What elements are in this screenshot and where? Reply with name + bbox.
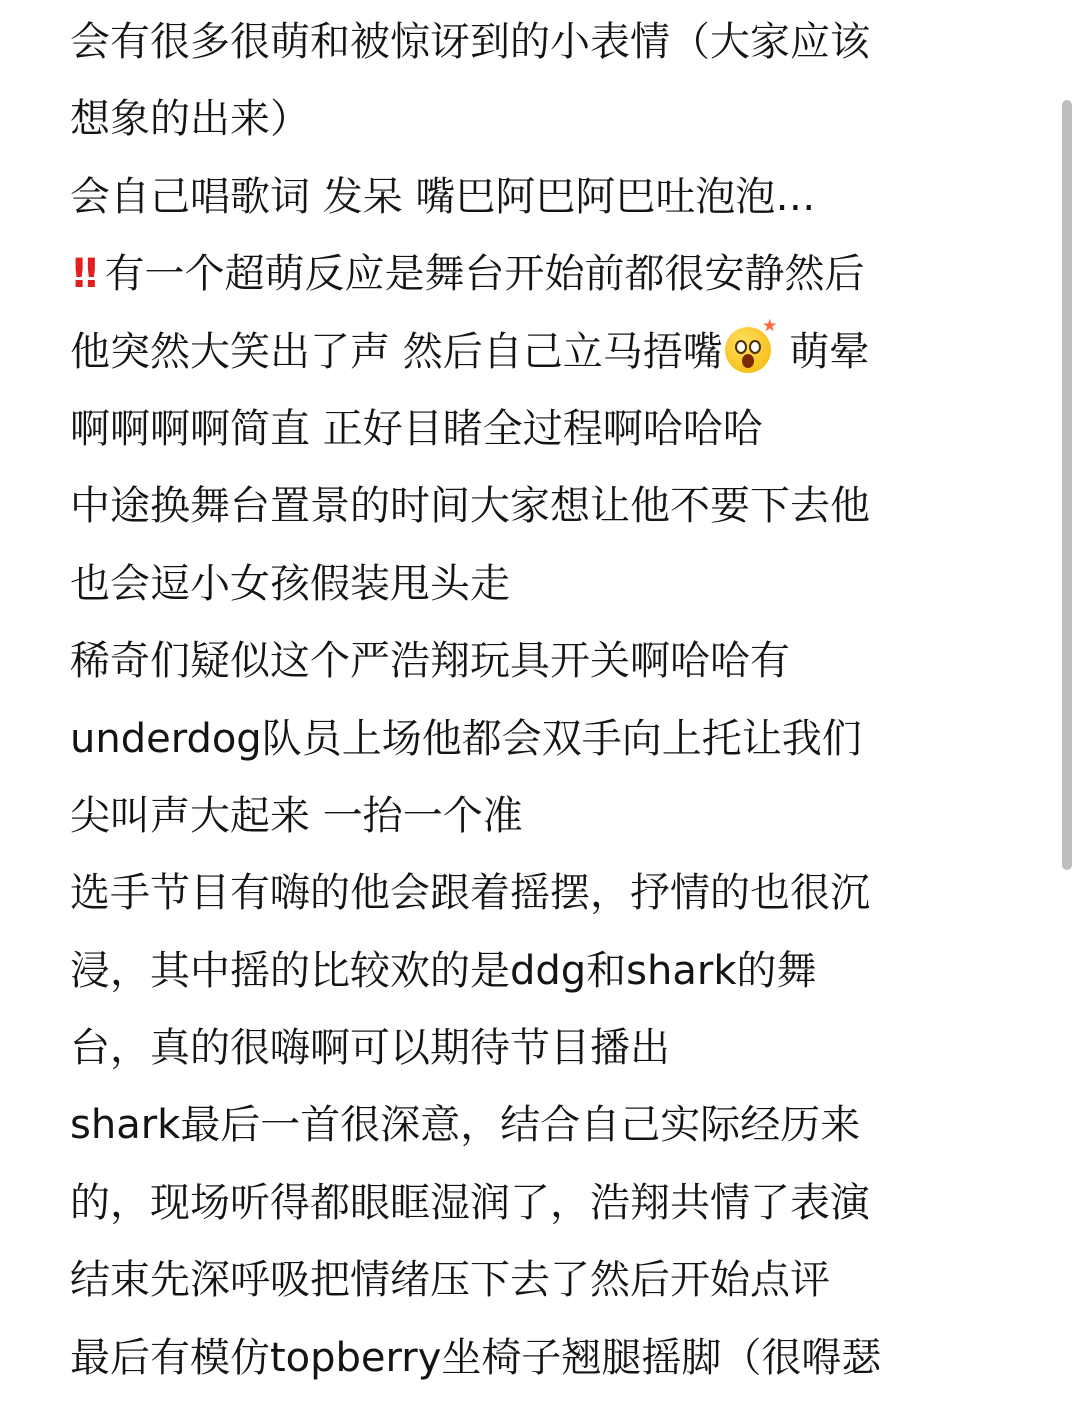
text-line-13: 浸，其中摇的比较欢的是ddg和shark的舞 [70, 947, 817, 994]
text-line-5 [70, 314, 1030, 391]
double-exclamation-icon: !! [70, 251, 95, 298]
text-line-11: 尖叫声大起来 一抬一个准 [70, 792, 523, 839]
text-line-14: 台，真的很嗨啊可以期待节目播出 [70, 1025, 670, 1072]
text-line-16: 的，现场听得都眼眶湿润了，浩翔共情了表演 [70, 1179, 870, 1226]
text-line-9: 稀奇们疑似这个严浩翔玩具开关啊哈哈有 [70, 638, 790, 685]
text-line-1: 会有很多很萌和被惊讶到的小表情（大家应该 [70, 19, 870, 65]
text-line-6: 啊啊啊啊简直 正好目睹全过程啊哈哈哈 [70, 405, 763, 452]
text-line-4-body: 有一个超萌反应是舞台开始前都很安静然后 [104, 251, 865, 298]
text-line-7: 中途换舞台置景的时间大家想让他不要下去他 [70, 483, 870, 530]
text-line-4 [70, 236, 1030, 313]
text-line-10: underdog队员上场他都会双手向上托让我们 [70, 715, 862, 762]
post-text [70, 4, 1030, 1397]
text-line-5-after: 萌晕 [776, 328, 870, 375]
text-line-3: 会自己唱歌词 发呆 嘴巴阿巴阿巴吐泡泡… [70, 173, 816, 220]
text-line-12: 选手节目有嗨的他会跟着摇摆，抒情的也很沉 [70, 870, 870, 917]
text-line-5-before: 他突然大笑出了声 然后自己立马捂嘴 [70, 328, 723, 375]
text-line-8: 也会逗小女孩假装甩头走 [70, 560, 510, 607]
scrollbar[interactable] [1062, 100, 1072, 870]
text-line-15: shark最后一首很深意，结合自己实际经历来 [70, 1102, 861, 1149]
shocked-face-icon [725, 327, 771, 373]
text-line-17: 结束先深呼吸把情绪压下去了然后开始点评 [70, 1257, 830, 1304]
text-line-2: 想象的出来） [70, 96, 310, 143]
text-line-18: 最后有模仿topberry坐椅子翘腿摇脚（很嘚瑟 [70, 1334, 882, 1381]
